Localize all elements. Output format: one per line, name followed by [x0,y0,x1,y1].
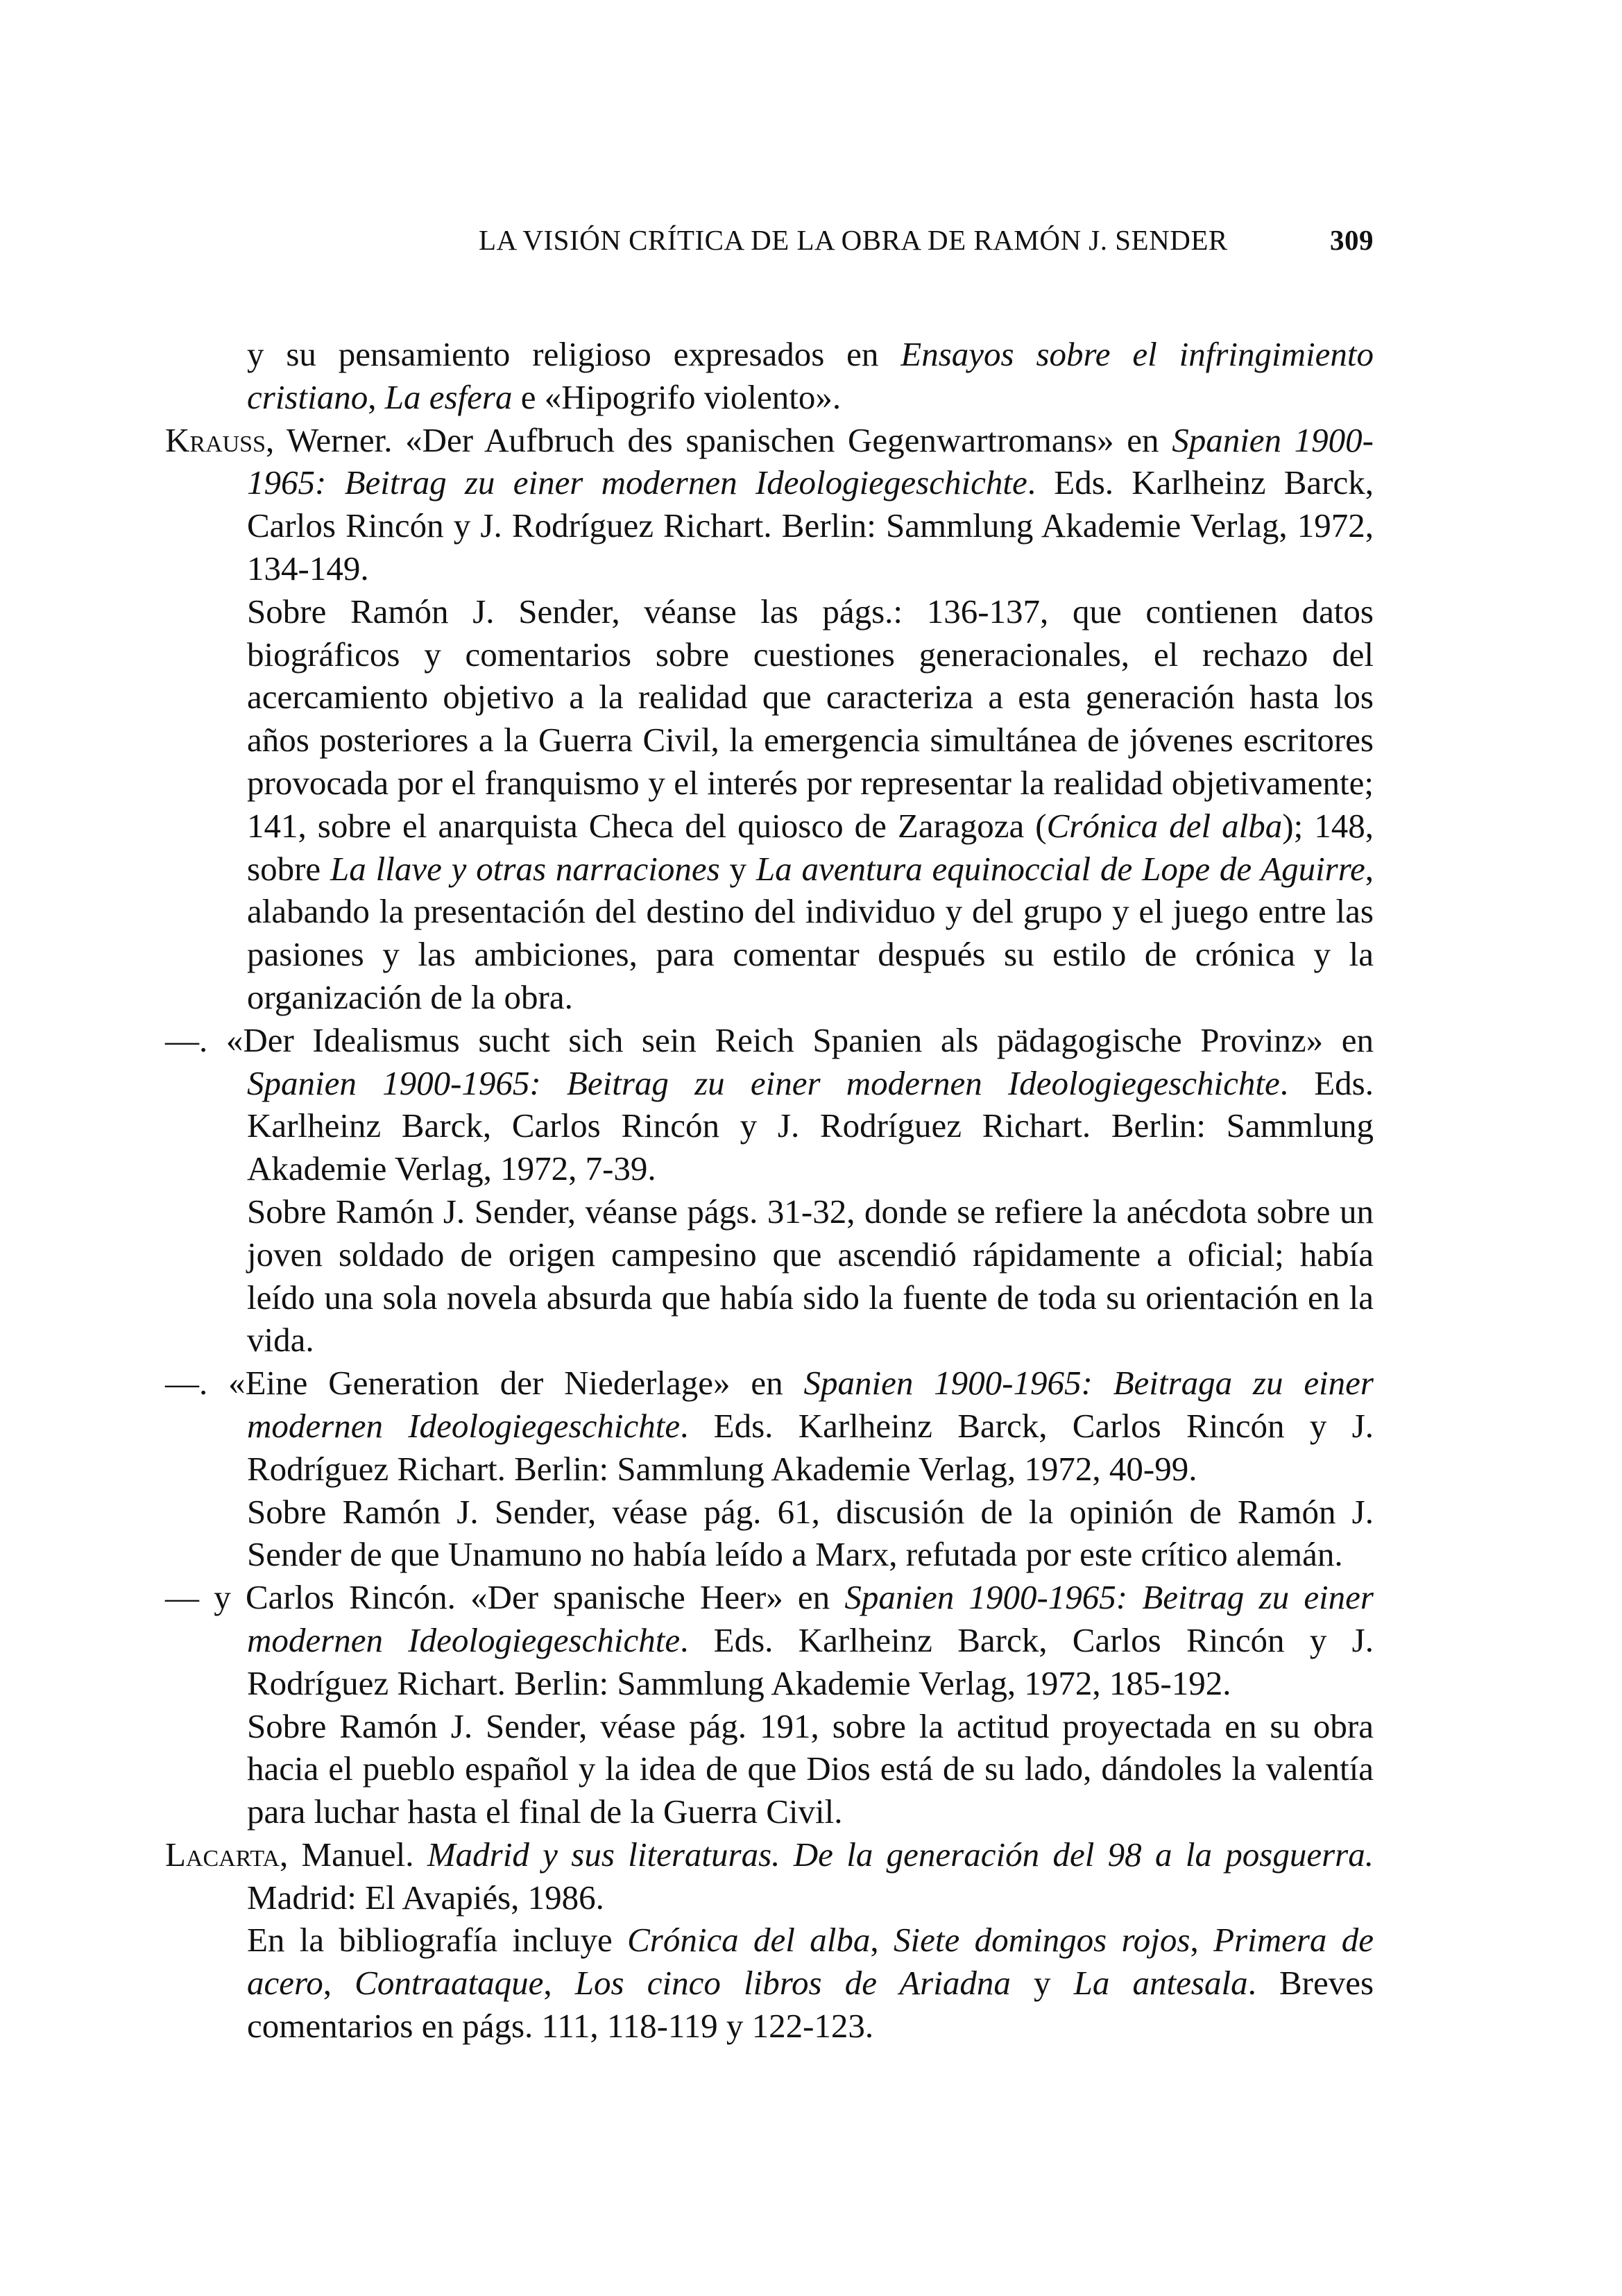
text-span: ); 148, sobre [247,806,1374,888]
text-span: e «Hipogrifo violento». [512,377,842,416]
entry-annotation [165,590,1374,1019]
text-span: . Eds. Karlheinz Barck, Carlos Rincón y J. Rodríguez Richart. Berlin: Sammlung Akademie Verlag, 1972, 134-149. [247,463,1374,588]
text-span: Sobre Ramón J. Sender, véanse las págs.: 136-137, que contienen datos biográficos y comentarios sobre cuestiones generacionales, el rechazo del acercamiento objetivo a la realidad que caracteriza a esta generación hasta los años posteriores a la Guerra Civil, la emergencia simultánea de jóvenes escritores provocada por el franquismo y el interés por representar la realidad objetivamente; 141, sobre el anarquista Checa del quiosco de Zaragoza ( [247,592,1374,845]
bibliography-entry-lacarta [165,1833,1374,1919]
text-span: , [543,1964,575,2003]
entry-annotation [165,1705,1374,1833]
text-span: , [323,1964,355,2003]
text-span: —. «Eine Generation der Niederlage» en [165,1364,804,1403]
text-span: . Eds. Karlheinz Barck, Carlos Rincón y J. Rodríguez Richart. Berlin: Sammlung Akademie Verlag, 1972, 40-99. [247,1406,1374,1488]
work-title: Primera de acero [247,1921,1374,2003]
text-span: , alabando la presentación del destino del individuo y del grupo y el juego entre las pasiones y las ambiciones, para comentar después su estilo de crónica y la organización de la obra. [247,849,1374,1016]
text-span: y [719,849,756,888]
text-span: , Manuel. [279,1835,427,1874]
text-span: Sobre Ramón J. Sender, véanse págs. 31-32, donde se refiere la anécdota sobre un joven soldado de origen campesino que ascendió rápidamente a oficial; había leído una sola novela absurda que había sido la fuente de toda su orientación en la vida. [247,1192,1374,1360]
work-title: Contraataque [355,1964,544,2003]
work-title: Siete domingos rojos [894,1921,1190,1960]
text-span: y [1010,1964,1074,2003]
work-title: Spanien 1900-1965: Beitrag zu einer modernen Ideologiegeschichte [247,420,1374,502]
work-title: Crónica del alba [627,1921,871,1960]
work-title: Ensayos sobre el infringimiento cristiano [247,335,1374,416]
text-span: , Werner. «Der Aufbruch des spanischen Gegenwartromans» en [266,420,1172,459]
text-span: , [368,377,385,416]
text-span: y su pensamiento religioso expresados en [247,335,901,373]
work-title: La antesala [1073,1964,1248,2003]
text-span: . Eds. Karlheinz Barck, Carlos Rincón y J. Rodríguez Richart. Berlin: Sammlung Akademie Verlag, 1972, 185-192. [247,1620,1374,1702]
running-header [479,221,1374,259]
text-span: Sobre Ramón J. Sender, véase pág. 191, sobre la actitud proyectada en su obra hacia el pueblo español y la idea de que Dios está de su lado, dándoles la valentía para luchar hasta el final de la Guerra Civil. [247,1706,1374,1831]
entry-annotation [165,1919,1374,2047]
bibliography-entry-krauss-aufbruch [165,419,1374,590]
author-name: Lacarta [165,1835,280,1874]
entry-annotation [165,1190,1374,1362]
work-title: Spanien 1900-1965: Beitraga zu einer modernen Ideologiegeschichte [247,1364,1374,1445]
text-span: . Breves comentarios en págs. 111, 118-119 y 122-123. [247,1964,1374,2046]
work-title: Spanien 1900-1965: Beitrag zu einer modernen Ideologiegeschichte [247,1063,1280,1102]
work-title: La llave y otras narraciones [330,849,720,888]
bibliography-entry-krauss-rincon-heer [165,1576,1374,1704]
bibliography-entry-krauss-generation [165,1362,1374,1490]
text-span: — y Carlos Rincón. «Der spanische Heer» en [165,1578,845,1617]
text-span: , [870,1921,894,1960]
work-title: Crónica del alba [1046,806,1283,845]
work-title: La aventura equinoccial de Lope de Aguirre [755,849,1365,888]
text-span: , [1190,1921,1214,1960]
text-span: En la bibliografía incluye [247,1921,628,1960]
page-number: 309 [1330,224,1374,256]
bibliography-entry-continuation [165,333,1374,419]
work-title: La esfera [384,377,513,416]
work-title: Madrid y sus literaturas. De la generación del 98 a la posguerra. [427,1835,1374,1874]
text-span: Madrid: El Avapiés, 1986. [247,1878,604,1917]
text-span: —. «Der Idealismus sucht sich sein Reich Spanien als pädagogische Provinz» en [165,1020,1374,1059]
work-title: Los cinco libros de Ariadna [574,1964,1011,2003]
running-title: LA VISIÓN CRÍTICA DE LA OBRA DE RAMÓN J. SENDER [479,224,1228,256]
author-name: Krauss [165,420,266,459]
entry-annotation [165,1491,1374,1577]
text-span: Sobre Ramón J. Sender, véase pág. 61, discusión de la opinión de Ramón J. Sender de que Unamuno no había leído a Marx, refutada por este crítico alemán. [247,1492,1374,1574]
work-title: Spanien 1900-1965: Beitrag zu einer modernen Ideologiegeschichte [247,1578,1374,1659]
text-span: . Eds. Karlheinz Barck, Carlos Rincón y J. Rodríguez Richart. Berlin: Sammlung Akademie Verlag, 1972, 7-39. [247,1063,1374,1188]
bibliography-list [165,333,1374,2048]
bibliography-entry-krauss-idealismus [165,1019,1374,1190]
